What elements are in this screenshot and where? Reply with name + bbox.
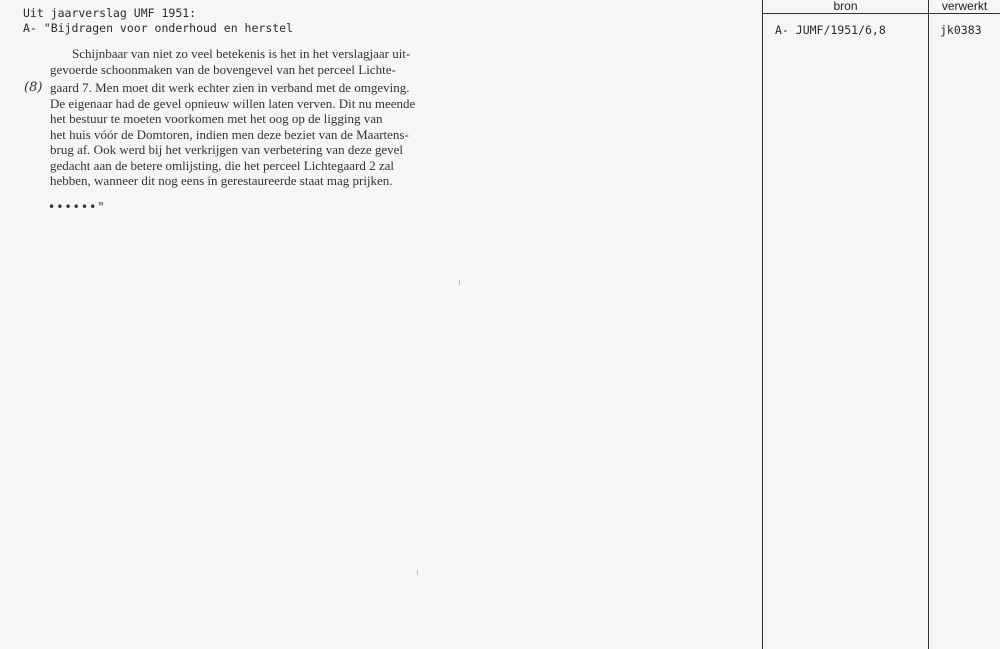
bron-cell: A- JUMF/1951/6,8 <box>775 23 886 37</box>
header-line-2: A- "Bijdragen voor onderhoud en herstel <box>23 21 294 35</box>
header-line-1: Uit jaarverslag UMF 1951: <box>23 6 197 20</box>
ellipsis-quote: ••••••" <box>48 200 106 214</box>
paragraph-line: De eigenaar had de gevel opnieuw willen laten verven. Dit nu meende <box>50 95 416 111</box>
paragraph-line: gevoerde schoonmaken van de bovengevel van het perceel Lichte- <box>50 61 396 77</box>
document-header <box>23 6 293 36</box>
margin-note-mark: (8) <box>24 80 43 95</box>
paragraph-line: het huis vóór de Domtoren, indien men deze beziet van de Maartens- <box>50 126 409 142</box>
column-header-bron: bron <box>833 0 858 13</box>
paragraph-line: gedacht aan de betere omlijsting, die het perceel Lichtegaard 2 zal <box>50 157 394 173</box>
paper-speck <box>459 280 460 285</box>
paper-speck <box>417 570 418 575</box>
table-left-border <box>762 0 763 649</box>
paragraph-line: gaard 7. Men moet dit werk echter zien in verband met de omgeving. <box>50 80 410 95</box>
table-column-divider <box>928 0 929 649</box>
report-paragraph <box>50 46 468 189</box>
table-header-rule <box>762 13 1000 14</box>
paragraph-line: Schijnbaar van niet zo veel betekenis is het in het verslagjaar uit- <box>72 46 411 61</box>
paragraph-line: brug af. Ook werd bij het verkrijgen van verbetering van deze gevel <box>50 142 404 157</box>
paragraph-line: het bestuur te moeten voorkomen met het oog op de ligging van <box>50 111 383 126</box>
verwerkt-cell: jk0383 <box>940 23 982 37</box>
column-header-verwerkt: verwerkt <box>941 0 988 13</box>
paragraph-line: hebben, wanneer dit nog eens in gerestaureerde staat mag prijken. <box>50 173 393 188</box>
